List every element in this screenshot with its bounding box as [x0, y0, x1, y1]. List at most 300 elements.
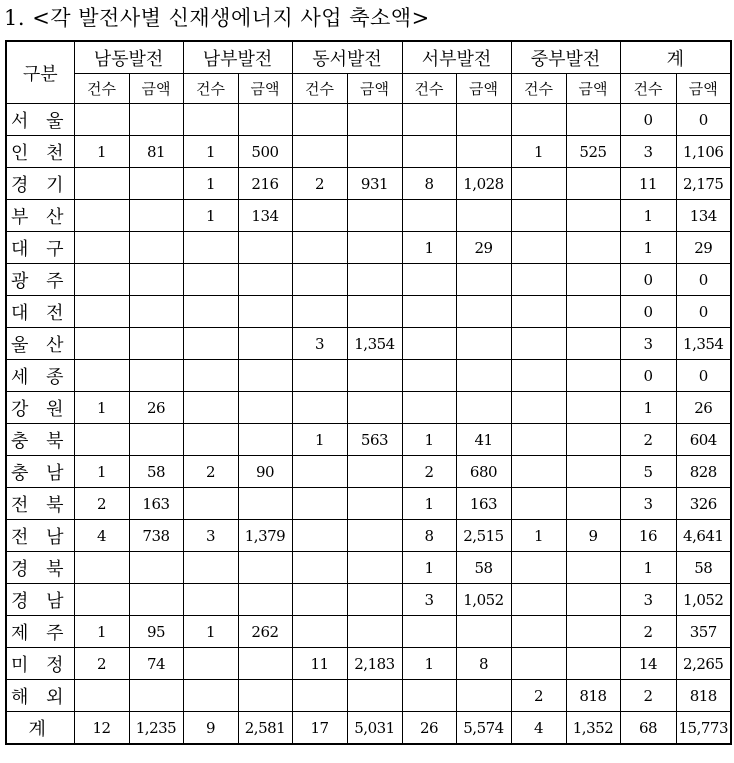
table-row [6, 296, 731, 328]
count-cell [292, 360, 347, 392]
header-count: 건수 [402, 74, 456, 104]
amount-cell: 828 [676, 456, 731, 488]
count-cell [511, 296, 566, 328]
count-cell: 1 [511, 520, 566, 552]
amount-cell [456, 200, 511, 232]
amount-cell: 1,052 [676, 584, 731, 616]
count-cell: 26 [402, 712, 456, 745]
count-cell: 3 [402, 584, 456, 616]
amount-cell: 0 [676, 104, 731, 136]
count-cell [183, 680, 238, 712]
amount-cell [347, 136, 402, 168]
table-row [6, 584, 731, 616]
header-amount: 금액 [347, 74, 402, 104]
amount-cell [347, 584, 402, 616]
count-cell: 68 [620, 712, 676, 745]
count-cell: 11 [620, 168, 676, 200]
amount-cell: 0 [676, 264, 731, 296]
count-cell [183, 264, 238, 296]
count-cell: 8 [402, 168, 456, 200]
count-cell: 2 [74, 648, 129, 680]
amount-cell [238, 264, 292, 296]
region-cell: 경 남 [6, 584, 74, 616]
region-cell: 강 원 [6, 392, 74, 424]
header-amount: 금액 [456, 74, 511, 104]
count-cell [183, 328, 238, 360]
amount-cell [566, 104, 620, 136]
amount-cell: 134 [238, 200, 292, 232]
amount-cell: 0 [676, 296, 731, 328]
count-cell: 2 [620, 616, 676, 648]
count-cell: 1 [402, 232, 456, 264]
count-cell [292, 584, 347, 616]
count-cell [292, 232, 347, 264]
amount-cell [238, 232, 292, 264]
region-cell: 충 북 [6, 424, 74, 456]
count-cell: 16 [620, 520, 676, 552]
header-amount: 금액 [129, 74, 183, 104]
region-cell: 전 남 [6, 520, 74, 552]
header-namdong: 남동발전 [74, 41, 183, 74]
count-cell [74, 296, 129, 328]
amount-cell: 818 [566, 680, 620, 712]
header-amount: 금액 [566, 74, 620, 104]
table-row [6, 488, 731, 520]
amount-cell [347, 616, 402, 648]
header-row-sub [6, 74, 731, 104]
header-seobu: 서부발전 [402, 41, 511, 74]
header-total: 계 [620, 41, 731, 74]
count-cell [292, 392, 347, 424]
amount-cell [347, 488, 402, 520]
amount-cell: 1,235 [129, 712, 183, 745]
count-cell [74, 584, 129, 616]
count-cell [183, 584, 238, 616]
amount-cell [566, 200, 620, 232]
amount-cell [456, 616, 511, 648]
table-row [6, 552, 731, 584]
amount-cell [456, 136, 511, 168]
count-cell [74, 424, 129, 456]
count-cell [292, 456, 347, 488]
amount-cell [566, 488, 620, 520]
amount-cell [566, 648, 620, 680]
amount-cell: 262 [238, 616, 292, 648]
count-cell [402, 616, 456, 648]
count-cell: 1 [620, 392, 676, 424]
region-cell: 부 산 [6, 200, 74, 232]
table-row [6, 392, 731, 424]
count-cell [74, 232, 129, 264]
count-cell: 9 [183, 712, 238, 745]
amount-cell [238, 360, 292, 392]
table-row [6, 616, 731, 648]
amount-cell [238, 328, 292, 360]
count-cell [74, 360, 129, 392]
count-cell: 12 [74, 712, 129, 745]
region-cell: 충 남 [6, 456, 74, 488]
count-cell: 8 [402, 520, 456, 552]
amount-cell [129, 168, 183, 200]
table-body [6, 104, 731, 745]
count-cell: 5 [620, 456, 676, 488]
table-row [6, 232, 731, 264]
region-cell: 해 외 [6, 680, 74, 712]
count-cell: 0 [620, 360, 676, 392]
count-cell: 11 [292, 648, 347, 680]
amount-cell: 563 [347, 424, 402, 456]
amount-cell [129, 200, 183, 232]
count-cell [74, 264, 129, 296]
amount-cell [347, 360, 402, 392]
count-cell [183, 360, 238, 392]
header-category: 구분 [6, 41, 74, 104]
table-row [6, 168, 731, 200]
amount-cell: 74 [129, 648, 183, 680]
count-cell [292, 680, 347, 712]
count-cell [183, 488, 238, 520]
count-cell [511, 168, 566, 200]
amount-cell [238, 552, 292, 584]
count-cell [74, 328, 129, 360]
region-cell: 경 북 [6, 552, 74, 584]
amount-cell: 2,183 [347, 648, 402, 680]
count-cell [511, 104, 566, 136]
count-cell [511, 648, 566, 680]
amount-cell: 58 [456, 552, 511, 584]
amount-cell: 2,515 [456, 520, 511, 552]
count-cell [74, 552, 129, 584]
amount-cell: 5,031 [347, 712, 402, 745]
count-cell [74, 200, 129, 232]
count-cell [292, 136, 347, 168]
count-cell: 0 [620, 296, 676, 328]
amount-cell [347, 264, 402, 296]
table-row [6, 424, 731, 456]
region-cell: 인 천 [6, 136, 74, 168]
table-row [6, 648, 731, 680]
count-cell: 3 [620, 584, 676, 616]
header-amount: 금액 [676, 74, 731, 104]
header-count: 건수 [183, 74, 238, 104]
amount-cell: 818 [676, 680, 731, 712]
count-cell: 4 [511, 712, 566, 745]
count-cell: 2 [402, 456, 456, 488]
amount-cell [566, 296, 620, 328]
amount-cell [129, 424, 183, 456]
count-cell [511, 264, 566, 296]
amount-cell [456, 296, 511, 328]
amount-cell: 2,581 [238, 712, 292, 745]
header-count: 건수 [620, 74, 676, 104]
amount-cell: 81 [129, 136, 183, 168]
count-cell [292, 616, 347, 648]
amount-cell [456, 104, 511, 136]
amount-cell [456, 264, 511, 296]
count-cell: 3 [620, 136, 676, 168]
count-cell: 1 [292, 424, 347, 456]
count-cell: 1 [620, 552, 676, 584]
region-cell: 세 종 [6, 360, 74, 392]
amount-cell [456, 328, 511, 360]
count-cell: 17 [292, 712, 347, 745]
count-cell: 2 [292, 168, 347, 200]
amount-cell [566, 552, 620, 584]
table-row [6, 520, 731, 552]
amount-cell: 5,574 [456, 712, 511, 745]
count-cell [511, 456, 566, 488]
region-cell: 계 [6, 712, 74, 745]
amount-cell: 1,052 [456, 584, 511, 616]
amount-cell [129, 552, 183, 584]
table-row [6, 360, 731, 392]
count-cell [402, 200, 456, 232]
amount-cell [238, 488, 292, 520]
count-cell: 1 [402, 648, 456, 680]
count-cell [402, 264, 456, 296]
count-cell: 1 [183, 168, 238, 200]
amount-cell: 1,106 [676, 136, 731, 168]
amount-cell: 26 [129, 392, 183, 424]
count-cell [511, 616, 566, 648]
count-cell [183, 296, 238, 328]
count-cell: 1 [74, 392, 129, 424]
count-cell [402, 104, 456, 136]
amount-cell: 357 [676, 616, 731, 648]
amount-cell [238, 680, 292, 712]
count-cell: 1 [402, 552, 456, 584]
amount-cell [566, 264, 620, 296]
amount-cell: 134 [676, 200, 731, 232]
amount-cell [347, 232, 402, 264]
count-cell [511, 552, 566, 584]
region-cell: 제 주 [6, 616, 74, 648]
count-cell [402, 136, 456, 168]
region-cell: 경 기 [6, 168, 74, 200]
amount-cell: 1,379 [238, 520, 292, 552]
count-cell [402, 360, 456, 392]
table-row [6, 136, 731, 168]
amount-cell [566, 392, 620, 424]
count-cell [183, 424, 238, 456]
amount-cell [238, 424, 292, 456]
count-cell: 2 [620, 424, 676, 456]
header-count: 건수 [511, 74, 566, 104]
amount-cell [566, 232, 620, 264]
count-cell [183, 648, 238, 680]
amount-cell: 163 [456, 488, 511, 520]
amount-cell: 4,641 [676, 520, 731, 552]
amount-cell: 680 [456, 456, 511, 488]
count-cell [74, 168, 129, 200]
count-cell [183, 104, 238, 136]
region-cell: 대 구 [6, 232, 74, 264]
count-cell [511, 328, 566, 360]
amount-cell [566, 584, 620, 616]
count-cell [511, 232, 566, 264]
region-cell: 광 주 [6, 264, 74, 296]
table-row [6, 264, 731, 296]
amount-cell: 163 [129, 488, 183, 520]
header-amount: 금액 [238, 74, 292, 104]
amount-cell: 1,028 [456, 168, 511, 200]
header-count: 건수 [292, 74, 347, 104]
table-row [6, 680, 731, 712]
count-cell [292, 104, 347, 136]
amount-cell [347, 456, 402, 488]
count-cell [292, 488, 347, 520]
amount-cell [238, 584, 292, 616]
amount-cell [129, 104, 183, 136]
amount-cell [566, 328, 620, 360]
amount-cell [129, 296, 183, 328]
amount-cell [347, 104, 402, 136]
count-cell: 2 [74, 488, 129, 520]
amount-cell: 29 [676, 232, 731, 264]
count-cell: 1 [183, 136, 238, 168]
amount-cell [347, 200, 402, 232]
header-jungbu: 중부발전 [511, 41, 620, 74]
amount-cell: 95 [129, 616, 183, 648]
count-cell [402, 680, 456, 712]
count-cell: 1 [620, 232, 676, 264]
count-cell [74, 104, 129, 136]
region-cell: 대 전 [6, 296, 74, 328]
count-cell [74, 680, 129, 712]
amount-cell: 58 [676, 552, 731, 584]
count-cell: 3 [183, 520, 238, 552]
amount-cell: 604 [676, 424, 731, 456]
amount-cell: 326 [676, 488, 731, 520]
header-dongseo: 동서발전 [292, 41, 402, 74]
amount-cell [238, 392, 292, 424]
count-cell: 2 [183, 456, 238, 488]
region-cell: 울 산 [6, 328, 74, 360]
amount-cell [566, 360, 620, 392]
count-cell [511, 488, 566, 520]
count-cell [511, 424, 566, 456]
amount-cell: 500 [238, 136, 292, 168]
amount-cell: 1,354 [347, 328, 402, 360]
count-cell [183, 392, 238, 424]
table-row [6, 104, 731, 136]
count-cell [292, 296, 347, 328]
count-cell: 4 [74, 520, 129, 552]
amount-cell [238, 104, 292, 136]
amount-cell [238, 648, 292, 680]
amount-cell: 2,175 [676, 168, 731, 200]
count-cell: 1 [402, 488, 456, 520]
amount-cell [566, 456, 620, 488]
count-cell: 1 [74, 136, 129, 168]
count-cell: 1 [74, 456, 129, 488]
count-cell: 0 [620, 264, 676, 296]
amount-cell: 1,354 [676, 328, 731, 360]
amount-cell [456, 360, 511, 392]
amount-cell: 1,352 [566, 712, 620, 745]
amount-cell [129, 584, 183, 616]
region-cell: 전 북 [6, 488, 74, 520]
count-cell [402, 392, 456, 424]
amount-cell [129, 328, 183, 360]
region-cell: 서 울 [6, 104, 74, 136]
amount-cell: 29 [456, 232, 511, 264]
amount-cell: 26 [676, 392, 731, 424]
count-cell: 3 [292, 328, 347, 360]
count-cell: 0 [620, 104, 676, 136]
amount-cell [566, 616, 620, 648]
count-cell [183, 552, 238, 584]
amount-cell: 525 [566, 136, 620, 168]
header-count: 건수 [74, 74, 129, 104]
header-nambu: 남부발전 [183, 41, 292, 74]
count-cell [511, 200, 566, 232]
amount-cell: 216 [238, 168, 292, 200]
count-cell: 14 [620, 648, 676, 680]
amount-cell: 9 [566, 520, 620, 552]
count-cell: 1 [511, 136, 566, 168]
amount-cell [347, 296, 402, 328]
count-cell: 1 [183, 200, 238, 232]
count-cell [511, 360, 566, 392]
count-cell [292, 520, 347, 552]
count-cell [511, 392, 566, 424]
amount-cell [129, 360, 183, 392]
count-cell [183, 232, 238, 264]
amount-cell [347, 520, 402, 552]
count-cell [292, 200, 347, 232]
amount-cell [129, 232, 183, 264]
amount-cell [238, 296, 292, 328]
count-cell: 3 [620, 328, 676, 360]
table-row [6, 328, 731, 360]
count-cell [511, 584, 566, 616]
count-cell: 2 [511, 680, 566, 712]
region-cell: 미 정 [6, 648, 74, 680]
amount-cell: 2,265 [676, 648, 731, 680]
amount-cell [566, 168, 620, 200]
amount-cell [129, 264, 183, 296]
count-cell: 2 [620, 680, 676, 712]
count-cell: 1 [183, 616, 238, 648]
amount-cell: 738 [129, 520, 183, 552]
document-title: 1. <각 발전사별 신재생에너지 사업 축소액> [4, 6, 430, 30]
table-row [6, 456, 731, 488]
count-cell [292, 552, 347, 584]
count-cell: 1 [620, 200, 676, 232]
amount-cell: 931 [347, 168, 402, 200]
amount-cell: 90 [238, 456, 292, 488]
amount-cell: 8 [456, 648, 511, 680]
count-cell: 1 [74, 616, 129, 648]
count-cell [402, 296, 456, 328]
amount-cell [347, 392, 402, 424]
count-cell: 1 [402, 424, 456, 456]
amount-cell [347, 552, 402, 584]
count-cell: 3 [620, 488, 676, 520]
header-row-groups [6, 41, 731, 74]
count-cell [292, 264, 347, 296]
table-row [6, 200, 731, 232]
amount-cell [456, 392, 511, 424]
amount-cell: 0 [676, 360, 731, 392]
reduction-table [5, 40, 732, 745]
amount-cell: 58 [129, 456, 183, 488]
amount-cell: 15,773 [676, 712, 731, 745]
count-cell [402, 328, 456, 360]
amount-cell [566, 424, 620, 456]
amount-cell [129, 680, 183, 712]
